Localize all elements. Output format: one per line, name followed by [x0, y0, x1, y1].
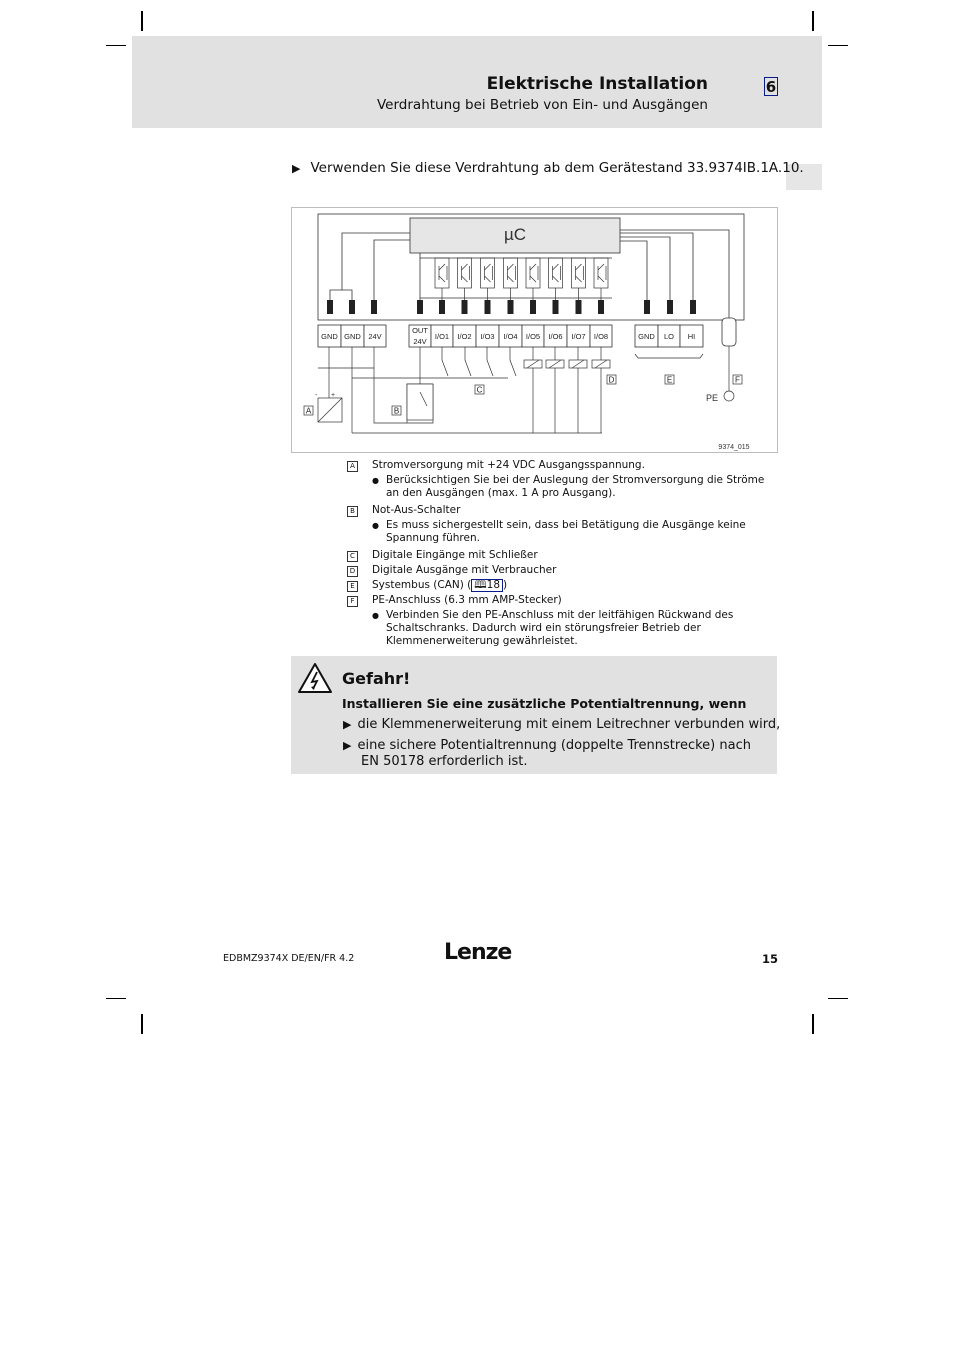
transistor-symbol — [594, 258, 608, 300]
danger-bullet — [343, 738, 751, 754]
terminal-can-hi: HI — [687, 332, 696, 341]
intro-bullet — [292, 160, 804, 176]
connector-pin — [508, 300, 514, 314]
legend-text-after: ) — [503, 579, 508, 591]
legend-text: Systembus (CAN) ( — [372, 579, 472, 591]
crop-mark — [812, 1014, 814, 1034]
wiring-diagram — [291, 207, 778, 453]
danger-title: Gefahr! — [342, 669, 411, 688]
legend-text: PE-Anschluss (6.3 mm AMP-Stecker) — [372, 594, 562, 606]
crop-mark — [828, 45, 848, 46]
danger-bullet-text: eine sichere Potentialtrennung (doppelte Trennstrecke) nach — [357, 738, 751, 753]
legend-item-b — [347, 504, 777, 517]
key-c: C — [476, 385, 483, 395]
terminal-io4: I/O4 — [503, 332, 518, 341]
legend-item-e — [347, 579, 777, 592]
warning-triangle-icon — [297, 662, 333, 694]
crop-mark — [812, 11, 814, 31]
danger-bullet-continuation: EN 50178 erforderlich ist. — [361, 754, 528, 769]
key-a: A — [305, 406, 312, 416]
legend-subitem: ● Berücksichtigen Sie bei der Auslegung der Stromversorgung die Ströme an den Ausgängen (max. 1 A pro Ausgang). — [347, 474, 777, 500]
crop-mark — [141, 1014, 143, 1034]
danger-notice — [291, 656, 781, 774]
terminal-gnd-2: GND — [344, 332, 361, 341]
chapter-title: Elektrische Installation — [486, 74, 708, 94]
connector-pin — [327, 300, 333, 314]
legend-item-f — [347, 594, 777, 607]
key-d: D — [608, 375, 615, 385]
legend-text: Digitale Eingänge mit Schließer — [372, 549, 538, 561]
crop-mark — [106, 998, 126, 999]
connector-pin — [576, 300, 582, 314]
connector-pins — [327, 300, 696, 314]
transistor-symbol — [549, 258, 563, 300]
connector-pin — [667, 300, 673, 314]
connector-pin — [439, 300, 445, 314]
terminal-io7: I/O7 — [571, 332, 586, 341]
page-reference-link[interactable] — [471, 579, 503, 592]
connector-pin — [644, 300, 650, 314]
terminal-io8: I/O8 — [593, 332, 609, 341]
triangle-bullet-icon: ▶ — [292, 162, 301, 175]
legend-key: A — [347, 461, 358, 472]
document-code: EDBMZ9374X DE/EN/FR 4.2 — [223, 953, 355, 964]
transistor-symbol — [435, 258, 449, 300]
triangle-bullet-icon: ▶ — [343, 739, 352, 752]
connector-pin — [690, 300, 696, 314]
danger-lead: Installieren Sie eine zusätzliche Potentialtrennung, wenn — [342, 696, 747, 711]
psu-plus-label: + — [331, 392, 336, 399]
transistor-symbol — [526, 258, 540, 300]
triangle-bullet-icon: ▶ — [343, 718, 352, 731]
danger-bullet-text: die Klemmenerweiterung mit einem Leitrechner verbunden wird, — [357, 717, 781, 732]
crop-mark — [141, 11, 143, 31]
terminal-can-gnd: GND — [638, 332, 655, 341]
connector-pin — [417, 300, 423, 314]
header-band — [132, 36, 822, 128]
key-e: E — [666, 375, 673, 385]
legend-key: C — [347, 551, 358, 562]
legend-item-c — [347, 549, 777, 562]
connector-pin — [598, 300, 604, 314]
terminal-out-label: OUT — [412, 326, 428, 335]
connector-pin — [553, 300, 559, 314]
legend-key: E — [347, 581, 358, 592]
chapter-number-link[interactable]: 6 — [765, 78, 777, 96]
transistor-array — [435, 258, 608, 300]
terminal-can-lo: LO — [663, 332, 675, 341]
legend-key: B — [347, 506, 358, 517]
legend-text: Digitale Ausgänge mit Verbraucher — [372, 564, 557, 576]
terminal-out-24v: 24V — [413, 337, 427, 346]
diagram-legend — [347, 459, 777, 648]
page-reference-number: 18 — [486, 579, 501, 591]
wiring-diagram-svg — [292, 208, 777, 452]
legend-text: Stromversorgung mit +24 VDC Ausgangsspannung. — [372, 459, 645, 471]
connector-pin — [462, 300, 468, 314]
terminal-io2: I/O2 — [457, 332, 472, 341]
book-icon: 🕮 — [474, 579, 487, 591]
legend-item-d — [347, 564, 777, 577]
intro-text: Verwenden Sie diese Verdrahtung ab dem Gerätestand 33.9374IB.1A.10. — [310, 160, 804, 176]
figure-id: 9374_015 — [718, 444, 750, 451]
terminal-io6: I/O6 — [548, 332, 563, 341]
key-f: F — [735, 375, 740, 385]
lenze-logo: Lenze — [444, 940, 512, 965]
connector-pin — [371, 300, 377, 314]
chapter-subtitle: Verdrahtung bei Betrieb von Ein- und Ausgängen — [377, 97, 708, 113]
legend-key: D — [347, 566, 358, 577]
transistor-symbol — [572, 258, 586, 300]
terminal-io3: I/O3 — [480, 332, 495, 341]
pe-label: PE — [706, 393, 719, 403]
legend-subitem: ● Verbinden Sie den PE-Anschluss mit der leitfähigen Rückwand des Schaltschranks. Dadurch wird ein störungsfreier Betrieb der Klemmenerweiterung gewährleistet. — [347, 609, 777, 648]
microcontroller-label: µC — [503, 225, 527, 244]
legend-text: Not-Aus-Schalter — [372, 504, 461, 516]
terminal-io5: I/O5 — [525, 332, 541, 341]
legend-key: F — [347, 596, 358, 607]
crop-mark — [106, 45, 126, 46]
terminal-io1: I/O1 — [434, 332, 450, 341]
transistor-symbol — [481, 258, 495, 300]
terminal-24v: 24V — [368, 332, 382, 341]
legend-item-a — [347, 459, 777, 472]
page-number: 15 — [762, 952, 779, 966]
key-b: B — [393, 406, 400, 416]
danger-bullet — [343, 717, 780, 733]
connector-pin — [349, 300, 355, 314]
transistor-symbol — [458, 258, 472, 300]
legend-subitem: ● Es muss sichergestellt sein, dass bei Betätigung die Ausgänge keine Spannung führen. — [347, 519, 777, 545]
connector-pin — [485, 300, 491, 314]
connector-pin — [530, 300, 536, 314]
crop-mark — [828, 998, 848, 999]
psu-minus-label: - — [315, 392, 318, 399]
transistor-symbol — [504, 258, 518, 300]
terminal-gnd-1: GND — [321, 332, 338, 341]
